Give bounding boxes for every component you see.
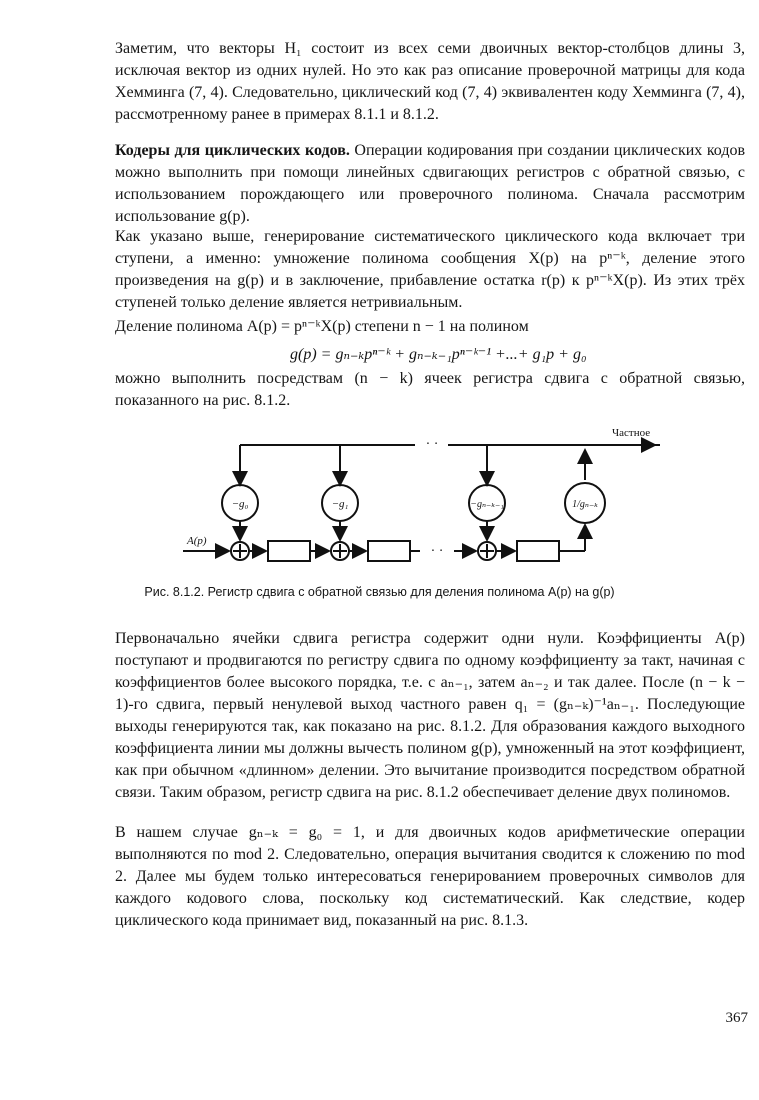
paragraph-1: Заметим, что векторы H₁ состоит из всех семи двоичных вектор-столбцов длины 3, исключая вектор из одних нулей. Но это как раз описание проверочной матрицы для кода Хемминга (7, 4). Следовательно, циклический код (7, 4) эквивалентен коду Хемминга (7, 4), рассмотренному ранее в примерах 8.1.1 и 8.1.2. [115,40,745,123]
figure-caption: Рис. 8.1.2. Регистр сдвига с обратной связью для деления полинома A(p) на g(p) [144,585,615,599]
top-ellipsis: · · [425,437,439,452]
page-number: 367 [725,1010,748,1026]
coef-g0-label: −g₀ [231,498,249,510]
coef-gnk1-label: −gₙ₋ₖ₋₁ [470,499,504,510]
polynomial-formula: g(p) = gₙ₋ₖpⁿ⁻ᵏ + gₙ₋ₖ₋₁pⁿ⁻ᵏ⁻¹ +...+ g₁p + g₀ [290,346,587,363]
input-label: A(p) [187,535,207,547]
paragraph-4: Деление полинома A(p) = pⁿ⁻ᵏX(p) степени n − 1 на полином [115,318,529,335]
paragraph-2-text: Операции кодирования при создании циклических кодов можно выполнить при помощи линейных сдвигающих регистров с обратной связью, с использованием порождающего или проверочного полинома. Сначала рассмотрим использование g(p). [115,142,746,225]
shift-register-figure [0,420,759,585]
paragraph-5: можно выполнить посредствам (n − k) ячеек регистра сдвига с обратной связью, показанного на рис. 8.1.2. [115,370,745,409]
paragraph-6: Первоначально ячейки сдвига регистра содержит одни нули. Коэффициенты A(p) поступают и продвигаются по регистру сдвига по одному коэффициенту за такт, начиная с коэффициентов более высокого порядка, т.е. с aₙ₋₁, затем aₙ₋₂ и так далее. После (n − k − 1)-го сдвига, первый ненулевой выход частного равен q₁ = (gₙ₋ₖ)⁻¹aₙ₋₁. Последующие выходы генерируются так, как показано на рис. 8.1.2. Для образования каждого выходного коэффициента линии мы должны вычесть полином g(p), умноженный на этот коэффициент, как при обычном «длинном» делении. Это вычитание производится посредством обратной связи. Таким образом, регистр сдвига на рис. 8.1.2 обеспечивает деление двух полиномов. [115,630,745,801]
coef-g1-label: −g₁ [331,498,349,510]
output-label: Частное [612,427,651,439]
section-heading: Кодеры для циклических кодов. [115,142,350,159]
coef-inv-gnk-label: 1/gₙ₋ₖ [572,499,598,510]
paragraph-2 [115,140,745,228]
paragraph-7: В нашем случае gₙ₋ₖ = g₀ = 1, и для двоичных кодов арифметические операции выполняются по mod 2. Следовательно, операция вычитания сводится к сложению по mod 2. Далее мы будем только интересоваться генерированием проверочных символов для каждого кодового слова, поскольку код систематический. Как следствие, кодер циклического кода принимает вид, показанный на рис. 8.1.3. [115,824,745,929]
paragraph-3: Как указано выше, генерирование систематического циклического кода включает три ступени, а именно: умножение полинома сообщения X(p) на pⁿ⁻ᵏ, деление этого произведения на g(p) и в заключение, прибавление остатка r(p) к pⁿ⁻ᵏX(p). Из этих трёх ступеней только деление является нетривиальным. [115,228,745,311]
bottom-ellipsis: · · [430,544,444,559]
